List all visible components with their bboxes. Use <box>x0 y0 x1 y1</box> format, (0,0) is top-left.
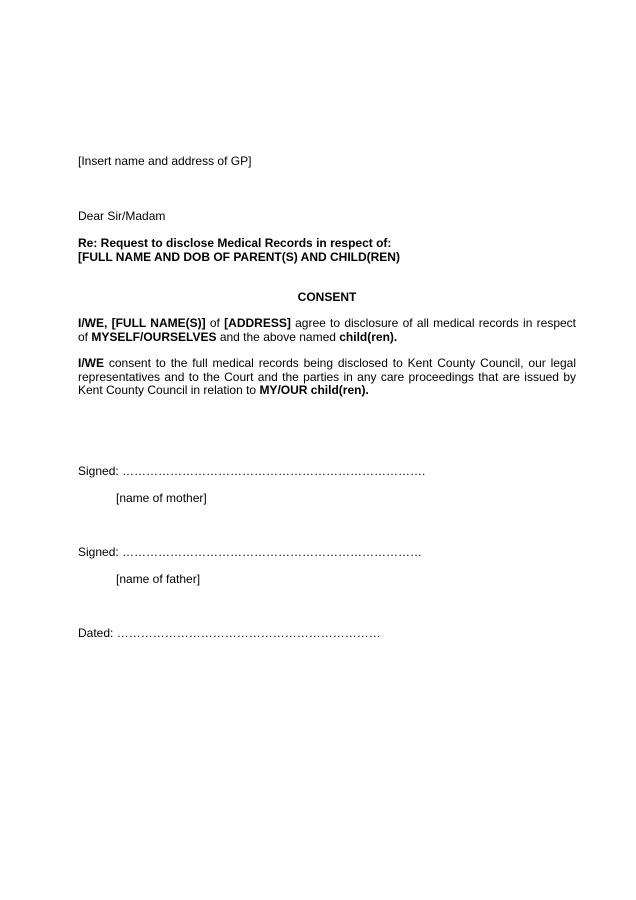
subject-line-1: Re: Request to disclose Medical Records in respect of: <box>78 236 392 250</box>
para1-text-of: of <box>205 316 225 330</box>
consent-heading: CONSENT <box>297 290 357 304</box>
salutation: Dear Sir/Madam <box>78 209 166 223</box>
dated-line: Dated: ………………………………………………………… <box>78 626 381 640</box>
para2-children: MY/OUR child(ren). <box>259 383 369 397</box>
para1-names: I/WE, [FULL NAME(S)] <box>78 316 206 330</box>
gp-address-placeholder: [Insert name and address of GP] <box>78 154 252 168</box>
consent-paragraph-2 <box>78 357 576 398</box>
para1-children: child(ren). <box>339 329 398 344</box>
para1-text-above: and the above named <box>216 329 340 344</box>
para1-myself: MYSELF/OURSELVES <box>91 329 217 344</box>
signed-father-line: Signed: ………………………………………………………………… <box>78 545 423 559</box>
subject-line-2: [FULL NAME AND DOB OF PARENT(S) AND CHILD(REN) <box>78 250 400 264</box>
signed-mother-line: Signed: …………………………………………………………………. <box>78 464 426 478</box>
consent-paragraph-1 <box>78 317 576 344</box>
para1-address: [ADDRESS] <box>224 316 291 330</box>
mother-name-placeholder: [name of mother] <box>116 491 207 505</box>
para2-iwe: I/WE <box>78 356 104 370</box>
para1-text-agree: agree to disclosure of all medical records in respect of <box>78 316 577 344</box>
para2-text: consent to the full medical records being disclosed to Kent County Council, our legal representatives and to the Court and the parties in any care proceedings that are issued by Kent County Council in relation to <box>78 356 576 397</box>
father-name-placeholder: [name of father] <box>116 572 201 586</box>
